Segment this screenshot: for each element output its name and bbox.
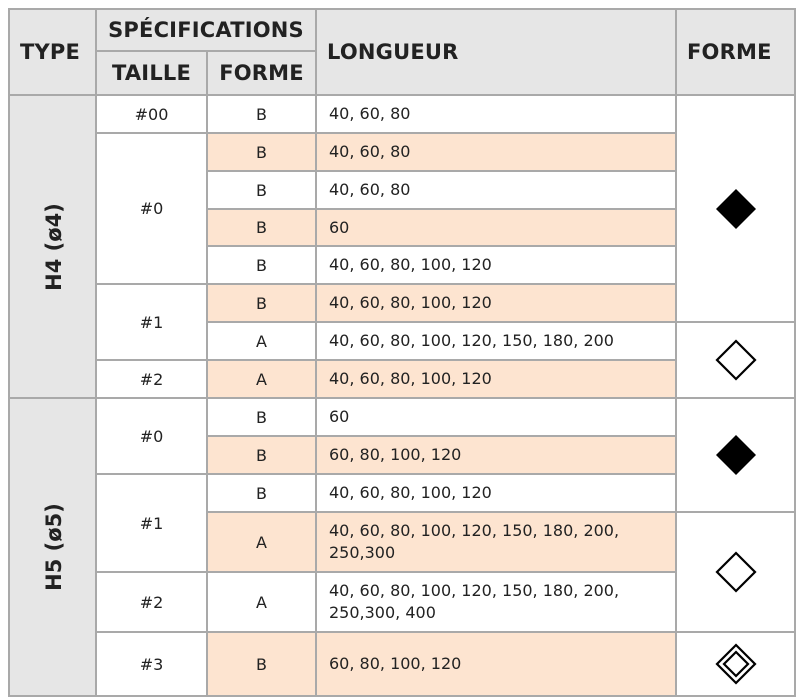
longueur-line: 250,300, 400 <box>329 603 436 622</box>
type-cell-h5 <box>9 398 96 696</box>
longueur-cell <box>316 512 676 572</box>
forme-cell: A <box>207 360 316 398</box>
longueur-line: 40, 60, 80, 100, 120, 150, 180, 200, <box>329 521 620 540</box>
longueur-cell: 40, 60, 80 <box>316 133 676 171</box>
taille-cell: #1 <box>96 284 207 360</box>
type-cell-h4 <box>9 95 96 398</box>
forme-cell: B <box>207 246 316 284</box>
forme-cell: B <box>207 436 316 474</box>
forme-cell: B <box>207 95 316 133</box>
longueur-cell <box>316 572 676 632</box>
longueur-cell: 40, 60, 80 <box>316 171 676 209</box>
longueur-cell: 60, 80, 100, 120 <box>316 436 676 474</box>
longueur-cell: 40, 60, 80, 100, 120 <box>316 284 676 322</box>
forme-cell: B <box>207 209 316 246</box>
shape-cell <box>676 322 795 398</box>
taille-cell: #00 <box>96 95 207 133</box>
taille-cell: #0 <box>96 398 207 474</box>
taille-cell: #3 <box>96 632 207 696</box>
header-forme-spec: FORME <box>207 51 316 95</box>
header-taille: TAILLE <box>96 51 207 95</box>
taille-cell: #1 <box>96 474 207 572</box>
header-longueur: LONGUEUR <box>316 9 676 95</box>
longueur-cell: 40, 60, 80, 100, 120 <box>316 474 676 512</box>
longueur-cell: 60 <box>316 398 676 436</box>
forme-cell: B <box>207 474 316 512</box>
outline-diamond-icon <box>714 338 758 382</box>
table-row <box>9 632 795 696</box>
forme-cell: A <box>207 512 316 572</box>
forme-cell: A <box>207 572 316 632</box>
shape-cell <box>676 398 795 512</box>
forme-cell: B <box>207 284 316 322</box>
longueur-cell: 40, 60, 80 <box>316 95 676 133</box>
header-type: TYPE <box>9 9 96 95</box>
double-diamond-icon <box>714 642 758 686</box>
type-label: H5 (ø5) <box>41 503 66 591</box>
forme-cell: B <box>207 133 316 171</box>
longueur-cell: 40, 60, 80, 100, 120 <box>316 360 676 398</box>
longueur-cell: 40, 60, 80, 100, 120, 150, 180, 200 <box>316 322 676 360</box>
longueur-cell: 60 <box>316 209 676 246</box>
longueur-cell: 60, 80, 100, 120 <box>316 632 676 696</box>
header-specifications: SPÉCIFICATIONS <box>96 9 316 51</box>
longueur-line: 40, 60, 80, 100, 120, 150, 180, 200, <box>329 581 620 600</box>
forme-cell: B <box>207 398 316 436</box>
table-row <box>9 95 795 133</box>
taille-cell: #2 <box>96 360 207 398</box>
shape-cell <box>676 512 795 632</box>
forme-cell: A <box>207 322 316 360</box>
taille-cell: #0 <box>96 133 207 284</box>
specifications-table <box>8 8 796 697</box>
forme-cell: B <box>207 632 316 696</box>
header-forme: FORME <box>676 9 795 95</box>
longueur-line: 250,300 <box>329 543 396 562</box>
type-label: H4 (ø4) <box>41 202 66 291</box>
filled-diamond-icon <box>714 187 758 231</box>
table-row <box>9 398 795 436</box>
outline-diamond-icon <box>714 550 758 594</box>
forme-cell: B <box>207 171 316 209</box>
shape-cell <box>676 95 795 322</box>
filled-diamond-icon <box>714 433 758 477</box>
taille-cell: #2 <box>96 572 207 632</box>
longueur-cell: 40, 60, 80, 100, 120 <box>316 246 676 284</box>
shape-cell <box>676 632 795 696</box>
